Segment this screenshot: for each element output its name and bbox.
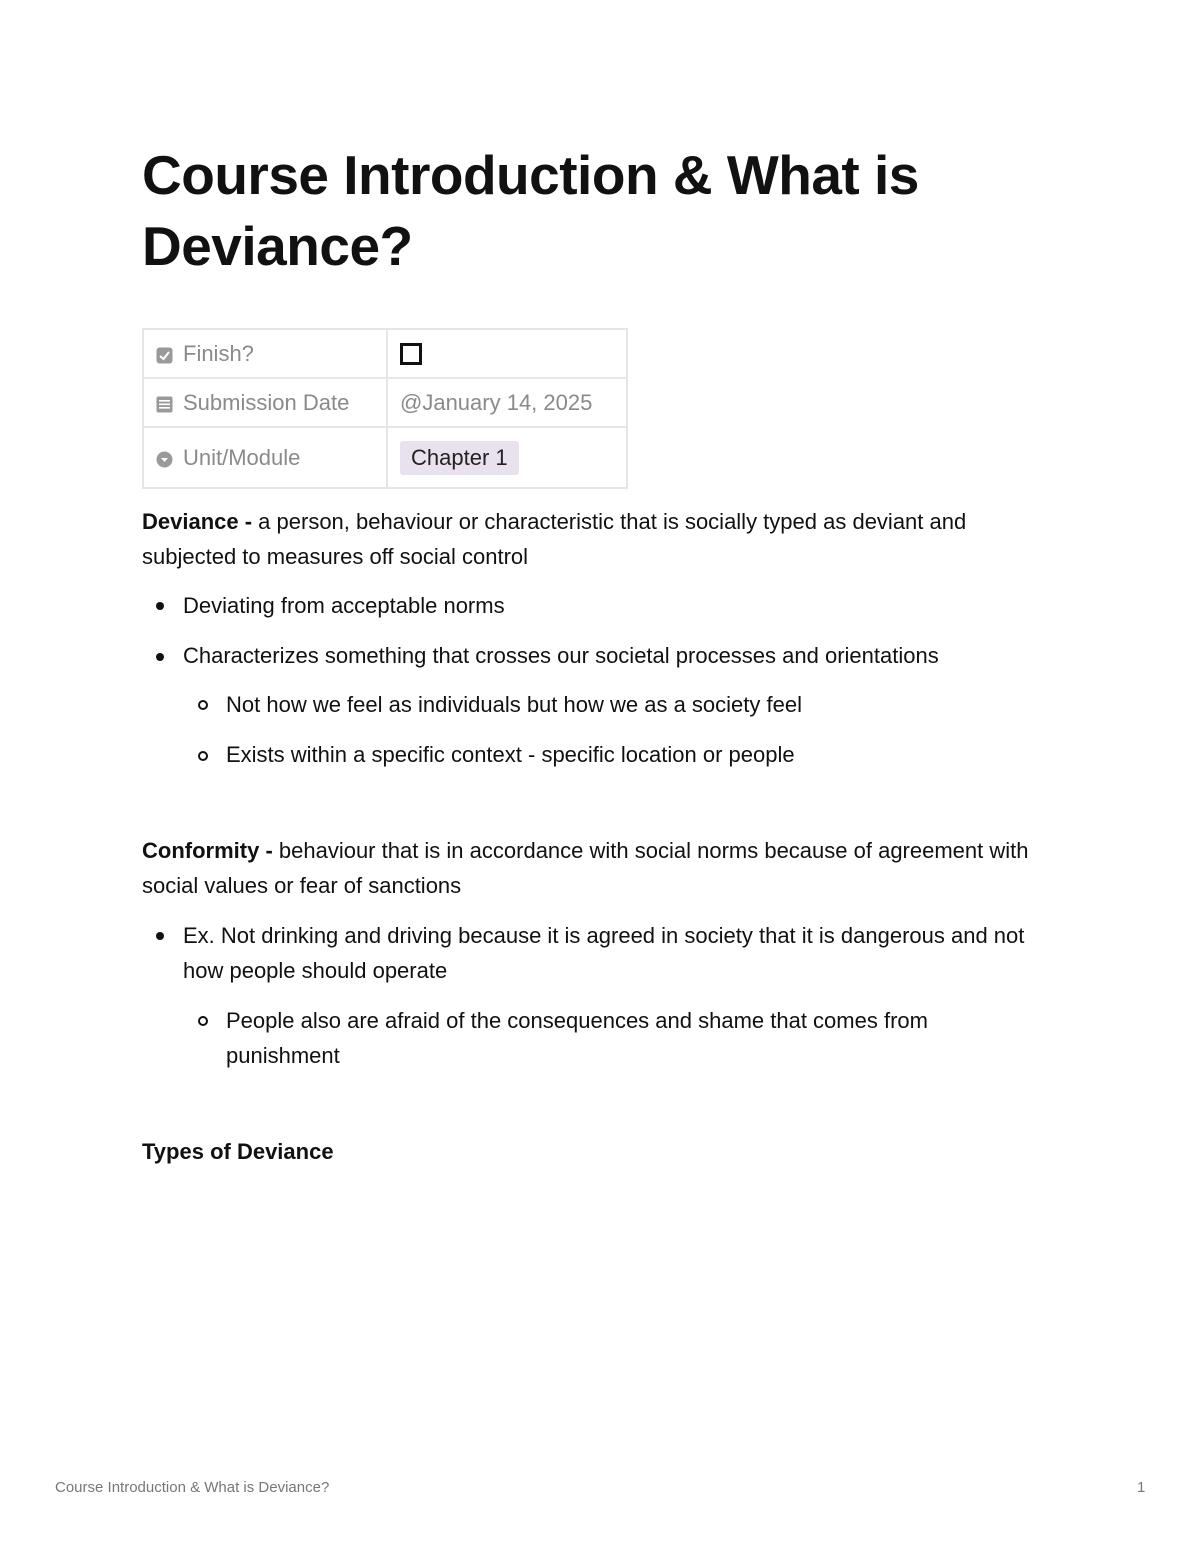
property-row-finish bbox=[143, 329, 627, 378]
sub-bullet-ring bbox=[198, 700, 208, 710]
deviance-text: a person, behaviour or characteristic that is socially typed as deviant and subjected to measures off social control bbox=[142, 509, 967, 569]
conformity-text: behaviour that is in accordance with social norms because of agreement with social values or fear of sanctions bbox=[142, 838, 1029, 898]
property-label: Unit/Module bbox=[183, 444, 301, 470]
select-property-icon bbox=[156, 451, 173, 468]
deviance-term: Deviance - bbox=[142, 509, 253, 534]
list-item: Ex. Not drinking and driving because it is agreed in society that it is dangerous and not how people should operate bbox=[183, 923, 1025, 983]
chapter-tag[interactable]: Chapter 1 bbox=[400, 441, 519, 475]
property-label: Submission Date bbox=[183, 389, 350, 415]
list-item: Characterizes something that crosses our societal processes and orientations bbox=[183, 643, 939, 668]
list-item: People also are afraid of the consequences and shame that comes from punishment bbox=[226, 1008, 928, 1068]
types-of-deviance-heading: Types of Deviance bbox=[142, 1139, 334, 1164]
conformity-definition bbox=[142, 833, 1062, 903]
list-item: Deviating from acceptable norms bbox=[183, 593, 505, 618]
property-value bbox=[387, 427, 627, 488]
checkbox-property-icon bbox=[156, 347, 173, 364]
property-key bbox=[143, 378, 387, 427]
list-item: Not how we feel as individuals but how we as a society feel bbox=[226, 692, 802, 717]
sub-bullet-ring bbox=[198, 751, 208, 761]
footer-title: Course Introduction & What is Deviance? bbox=[55, 1479, 330, 1496]
properties-table bbox=[142, 328, 628, 489]
page-title: Course Introduction & What is Deviance? bbox=[142, 144, 919, 277]
bullet-dot bbox=[156, 932, 164, 940]
finish-checkbox[interactable] bbox=[400, 343, 422, 365]
property-key bbox=[143, 329, 387, 378]
property-label: Finish? bbox=[183, 340, 254, 366]
sub-bullet-ring bbox=[198, 1016, 208, 1026]
footer-page-number: 1 bbox=[1137, 1479, 1146, 1496]
conformity-term: Conformity - bbox=[142, 838, 273, 863]
property-key bbox=[143, 427, 387, 488]
property-value bbox=[387, 329, 627, 378]
calendar-property-icon bbox=[156, 396, 173, 413]
property-row-unit-module bbox=[143, 427, 627, 488]
bullet-dot bbox=[156, 653, 164, 661]
bullet-dot bbox=[156, 602, 164, 610]
list-item: Exists within a specific context - specific location or people bbox=[226, 742, 795, 767]
property-row-submission-date bbox=[143, 378, 627, 427]
submission-date-value[interactable]: @January 14, 2025 bbox=[387, 378, 627, 427]
deviance-definition bbox=[142, 504, 1062, 574]
